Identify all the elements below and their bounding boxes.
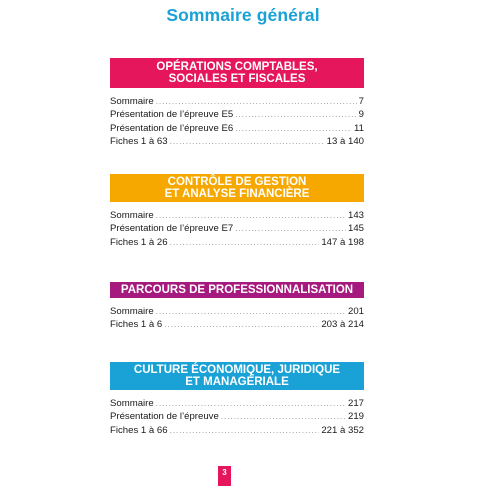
toc-entry-label: Présentation de l’épreuve E6	[110, 122, 234, 134]
toc-entry[interactable]	[110, 424, 364, 437]
toc-entry-label: Présentation de l’épreuve E7	[110, 223, 234, 235]
section-heading	[110, 362, 364, 390]
dot-leader	[156, 305, 346, 318]
toc-entry-page: 13 à 140	[326, 136, 364, 148]
toc-entry-page: 7	[358, 96, 364, 107]
toc-entry-label: Sommaire	[110, 398, 154, 409]
toc-entry-label: Présentation de l’épreuve E5	[110, 109, 234, 121]
dot-leader	[156, 397, 346, 410]
toc-entry-label: Fiches 1 à 63	[110, 136, 168, 148]
toc-entry[interactable]	[110, 222, 364, 235]
toc-entry[interactable]	[110, 108, 364, 121]
toc-entry[interactable]	[110, 236, 364, 249]
section-heading-line: CONTRÔLE DE GESTION	[167, 175, 307, 188]
toc-entry-page: 201	[347, 306, 364, 317]
dot-leader	[156, 209, 346, 222]
dot-leader	[170, 424, 320, 437]
dot-leader	[164, 318, 319, 331]
dot-leader	[235, 122, 352, 135]
toc-entry-page: 11	[354, 122, 364, 134]
section-heading-line: CULTURE ÉCONOMIQUE, JURIDIQUE	[133, 363, 341, 376]
section-heading-line: ET MANAGÉRIALE	[185, 376, 289, 388]
section-heading-line: PARCOURS DE PROFESSIONNALISATION	[120, 283, 354, 296]
toc-list	[110, 95, 364, 149]
toc-entry-page: 147 à 198	[321, 236, 364, 248]
toc-entry-label: Présentation de l’épreuve	[110, 411, 219, 423]
toc-entry[interactable]	[110, 305, 364, 318]
toc-list	[110, 305, 364, 332]
toc-entry[interactable]	[110, 95, 364, 108]
page-number-tab: 3	[218, 466, 231, 486]
toc-entry[interactable]	[110, 318, 364, 331]
toc-entry-page: 145	[347, 223, 364, 235]
section-operations-comptables	[110, 58, 364, 149]
toc-entry-label: Fiches 1 à 6	[110, 319, 163, 331]
page-title: Sommaire général	[166, 5, 320, 25]
dot-leader	[156, 95, 357, 108]
toc-entry-page: 221 à 352	[321, 424, 364, 436]
section-heading	[110, 174, 364, 202]
toc-entry-page: 219	[347, 411, 364, 423]
toc-entry[interactable]	[110, 135, 364, 148]
section-heading-line: ET ANALYSE FINANCIÈRE	[164, 188, 310, 200]
dot-leader	[170, 135, 325, 148]
toc-entry[interactable]	[110, 410, 364, 423]
section-heading-line: OPÉRATIONS COMPTABLES,	[156, 60, 318, 73]
toc-entry-label: Sommaire	[110, 96, 154, 107]
toc-entry[interactable]	[110, 209, 364, 222]
toc-entry-label: Fiches 1 à 66	[110, 424, 168, 436]
dot-leader	[235, 222, 346, 235]
section-parcours-professionnalisation	[110, 282, 364, 332]
section-heading	[110, 282, 364, 298]
toc-list	[110, 209, 364, 249]
dot-leader	[221, 410, 346, 423]
section-culture-economique	[110, 362, 364, 437]
toc-entry-page: 203 à 214	[321, 319, 364, 331]
section-controle-de-gestion	[110, 174, 364, 249]
toc-list	[110, 397, 364, 437]
section-heading	[110, 58, 364, 88]
toc-entry[interactable]	[110, 397, 364, 410]
dot-leader	[235, 108, 356, 121]
toc-entry-label: Sommaire	[110, 210, 154, 221]
toc-entry-page: 143	[347, 210, 364, 221]
dot-leader	[170, 236, 320, 249]
toc-entry-page: 217	[347, 398, 364, 409]
toc-entry-label: Fiches 1 à 26	[110, 236, 168, 248]
toc-entry[interactable]	[110, 122, 364, 135]
section-heading-line: SOCIALES ET FISCALES	[168, 73, 306, 85]
toc-entry-label: Sommaire	[110, 306, 154, 317]
toc-entry-page: 9	[358, 109, 364, 121]
